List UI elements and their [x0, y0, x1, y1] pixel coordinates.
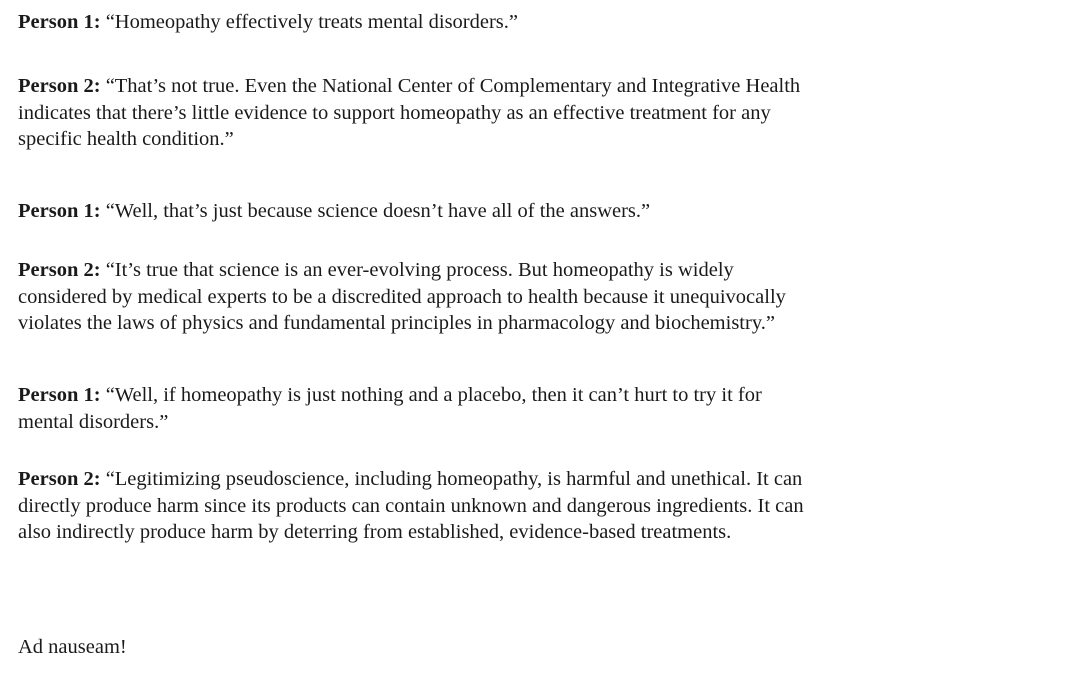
paragraph-line: [18, 382, 762, 409]
speaker-label: Person 2:: [18, 75, 101, 97]
paragraph-line: [18, 257, 786, 284]
dialogue-text: “Homeopathy effectively treats mental disorders.”: [105, 11, 518, 33]
dialogue-paragraph-2: [18, 73, 800, 153]
paragraph-line: [18, 466, 804, 493]
dialogue-paragraph-5: [18, 382, 762, 435]
speaker-label: Person 1:: [18, 11, 101, 33]
speaker-label: Person 1:: [18, 384, 101, 406]
paragraph-line: directly produce harm since its products can contain unknown and dangerous ingredients. It can: [18, 494, 804, 517]
paragraph-line: also indirectly produce harm by deterring from established, evidence-based treatments.: [18, 521, 732, 543]
speaker-label: Person 1:: [18, 200, 101, 222]
paragraph-line: [18, 198, 650, 225]
dialogue-paragraph-1: [18, 9, 518, 36]
dialogue-paragraph-3: [18, 198, 650, 225]
dialogue-text: “Legitimizing pseudoscience, including homeopathy, is harmful and unethical. It can: [105, 468, 803, 490]
paragraph-line: mental disorders.”: [18, 410, 169, 433]
dialogue-paragraph-6: [18, 466, 804, 546]
paragraph-line: [18, 73, 800, 100]
paragraph-line: indicates that there’s little evidence to support homeopathy as an effective treatment for any: [18, 101, 771, 124]
paragraph-line: [18, 9, 518, 36]
dialogue-text: “Well, if homeopathy is just nothing and a placebo, then it can’t hurt to try it for: [105, 384, 762, 406]
speaker-label: Person 2:: [18, 259, 101, 281]
closing-remark: Ad nauseam!: [18, 636, 127, 658]
dialogue-paragraph-4: [18, 257, 786, 337]
paragraph-line: violates the laws of physics and fundamental principles in pharmacology and biochemistry.”: [18, 312, 775, 334]
speaker-label: Person 2:: [18, 468, 101, 490]
dialogue-text: “That’s not true. Even the National Center of Complementary and Integrative Health: [105, 75, 801, 97]
dialogue-text: “Well, that’s just because science doesn’t have all of the answers.”: [105, 200, 651, 222]
paragraph-line: considered by medical experts to be a discredited approach to health because it unequivocally: [18, 285, 786, 308]
dialogue-text: “It’s true that science is an ever-evolving process. But homeopathy is widely: [105, 259, 734, 281]
paragraph-line: specific health condition.”: [18, 128, 234, 150]
